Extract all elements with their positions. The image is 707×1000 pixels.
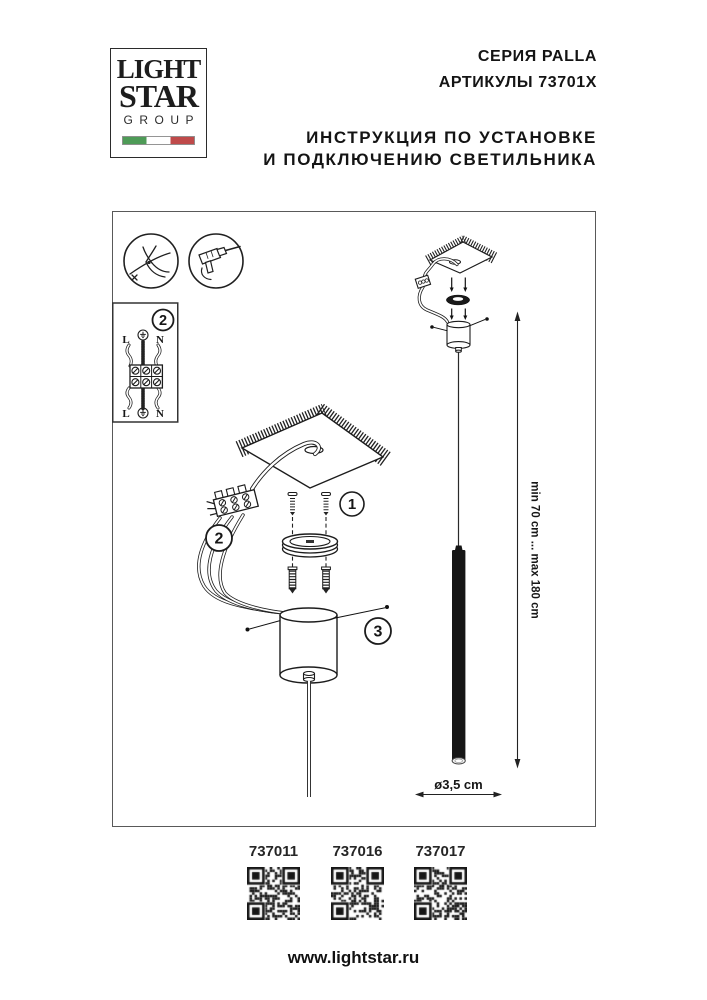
product-code: 737017 [415, 843, 466, 860]
logo-word-star: STAR [119, 78, 198, 114]
drill-icon [189, 234, 243, 288]
terminal-block-small [415, 275, 430, 288]
logo-word-group: GROUP [123, 113, 200, 127]
series-title: СЕРИЯ PALLA [477, 48, 597, 65]
wiring-step-badge [153, 310, 174, 331]
mounting-screws [288, 493, 331, 516]
wiring-diagram [113, 303, 178, 422]
canopy-small [447, 321, 470, 352]
articles-title: АРТИКУЛЫ 73701X [438, 74, 597, 91]
product-codes [0, 843, 707, 933]
terminal-strip [130, 365, 162, 388]
instruction-title-line2: И ПОДКЛЮЧЕНИЮ СВЕТИЛЬНИКА [263, 150, 597, 169]
neutral-label-top: N [156, 334, 164, 346]
website-url: www.lightstar.ru [287, 948, 420, 967]
step3-number: 3 [373, 623, 383, 641]
installation-diagram [112, 211, 596, 827]
mounting-ring [283, 534, 338, 557]
italian-flag-icon [111, 132, 206, 150]
instruction-title-line1: ИНСТРУКЦИЯ ПО УСТАНОВКЕ [306, 128, 597, 147]
wire-stripper-icon [124, 234, 178, 288]
exploded-view [199, 411, 391, 797]
step2-badge [206, 525, 232, 551]
height-range-label: min 70 cm ... max 180 cm [528, 481, 541, 619]
pendant-tube [452, 546, 465, 765]
wall-anchors [288, 567, 330, 594]
header-text [263, 44, 597, 171]
neutral-label-bottom: N [156, 408, 164, 420]
step1-number: 1 [347, 496, 357, 513]
live-label-top: L [122, 334, 130, 346]
product-code: 737011 [248, 843, 299, 860]
ceiling-panel-small [428, 241, 495, 273]
canopy [280, 608, 337, 797]
qr-code [414, 867, 467, 920]
logo-word-light: LIGHT [116, 54, 201, 84]
live-label-bottom: L [122, 408, 130, 420]
assembled-view [415, 241, 541, 798]
step2-number: 2 [214, 530, 224, 548]
lightstar-logo [110, 48, 207, 158]
step1-badge [340, 492, 364, 516]
step3-badge [365, 618, 391, 644]
wiring-step-number: 2 [158, 313, 168, 329]
product-code: 737016 [332, 843, 383, 860]
product-737017 [414, 843, 467, 920]
qr-code [247, 867, 300, 920]
product-737011 [247, 843, 300, 920]
diameter-label: ø3,5 cm [434, 777, 483, 792]
instruction-title [263, 127, 597, 171]
qr-code [331, 867, 384, 920]
mounting-ring-small [446, 295, 469, 305]
diameter-dimension [415, 777, 502, 797]
height-dimension [515, 312, 541, 769]
product-737016 [331, 843, 384, 920]
